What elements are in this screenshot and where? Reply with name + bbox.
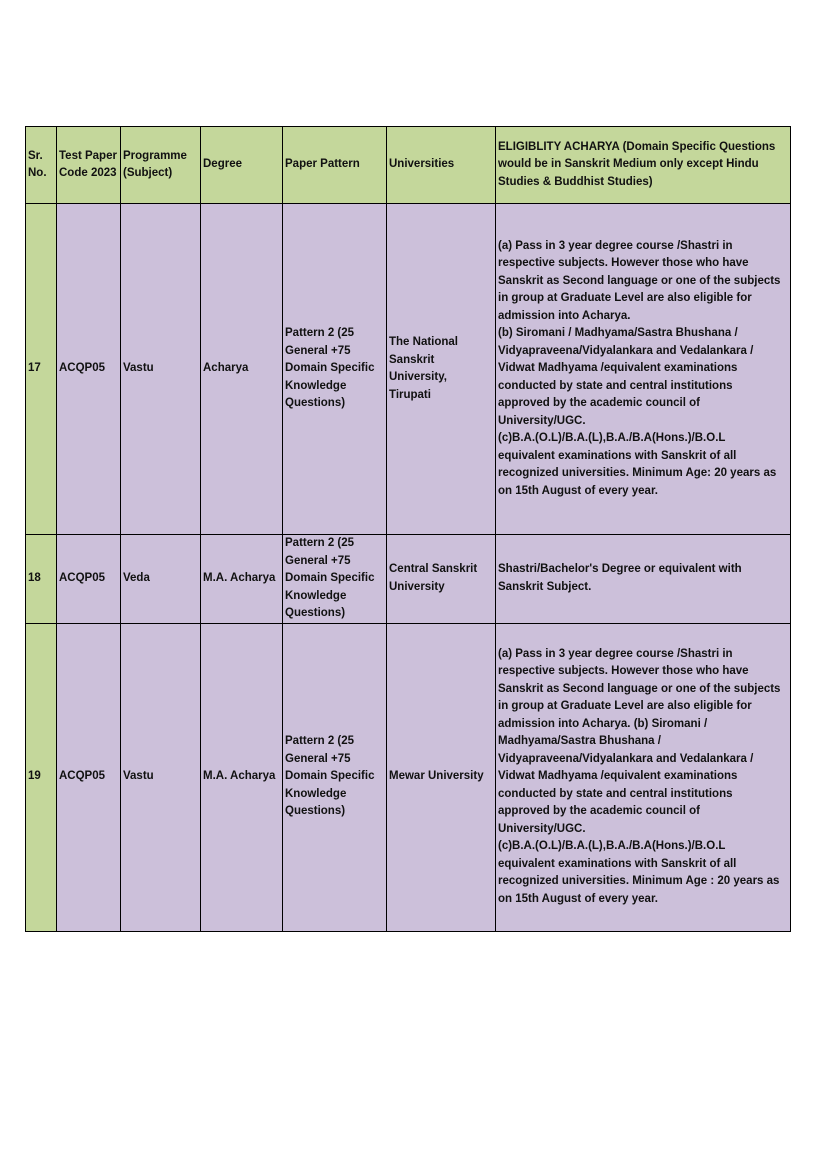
header-sr-no: Sr. No.	[26, 127, 57, 204]
cell-sr-no: 17	[26, 204, 57, 535]
cell-test-paper-code: ACQP05	[57, 204, 121, 535]
eligibility-table	[25, 126, 791, 932]
cell-test-paper-code: ACQP05	[57, 535, 121, 624]
table-row	[26, 204, 791, 535]
cell-universities: The National Sanskrit University, Tirupati	[387, 204, 496, 535]
cell-eligibility: (a) Pass in 3 year degree course /Shastri in respective subjects. However those who have Sanskrit as Second language or one of the subjects in group at Graduate Level are also eligible for admission into Acharya. (b) Siromani / Madhyama/Sastra Bhushana / Vidyapraveena/Vidyalankara and Vedalankara / Vidwat Madhyama /equivalent examinations conducted by state and central institutions approved by the academic council of University/UGC. (c)B.A.(O.L)/B.A.(L),B.A./B.A(Hons.)/B.O.L equivalent examinations with Sanskrit of all recognized universities. Minimum Age : 20 years as on 15th August of every year.	[496, 623, 791, 931]
cell-test-paper-code: ACQP05	[57, 623, 121, 931]
cell-programme: Veda	[121, 535, 201, 624]
table-header-row	[26, 127, 791, 204]
cell-sr-no: 18	[26, 535, 57, 624]
cell-sr-no: 19	[26, 623, 57, 931]
cell-paper-pattern: Pattern 2 (25 General +75 Domain Specific Knowledge Questions)	[283, 204, 387, 535]
cell-universities: Central Sanskrit University	[387, 535, 496, 624]
header-paper-pattern: Paper Pattern	[283, 127, 387, 204]
cell-paper-pattern: Pattern 2 (25 General +75 Domain Specific Knowledge Questions)	[283, 623, 387, 931]
table-row	[26, 623, 791, 931]
header-eligibility: ELIGIBLITY ACHARYA (Domain Specific Questions would be in Sanskrit Medium only except Hindu Studies & Buddhist Studies)	[496, 127, 791, 204]
header-programme: Programme (Subject)	[121, 127, 201, 204]
header-degree: Degree	[201, 127, 283, 204]
cell-degree: Acharya	[201, 204, 283, 535]
cell-degree: M.A. Acharya	[201, 535, 283, 624]
cell-programme: Vastu	[121, 204, 201, 535]
cell-paper-pattern: Pattern 2 (25 General +75 Domain Specific Knowledge Questions)	[283, 535, 387, 624]
cell-eligibility: (a) Pass in 3 year degree course /Shastri in respective subjects. However those who have Sanskrit as Second language or one of the subjects in group at Graduate Level are also eligible for admission into Acharya. (b) Siromani / Madhyama/Sastra Bhushana / Vidyapraveena/Vidyalankara and Vedalankara / Vidwat Madhyama /equivalent examinations conducted by state and central institutions approved by the academic council of University/UGC. (c)B.A.(O.L)/B.A.(L),B.A./B.A(Hons.)/B.O.L equivalent examinations with Sanskrit of all recognized universities. Minimum Age: 20 years as on 15th August of every year.	[496, 204, 791, 535]
cell-degree: M.A. Acharya	[201, 623, 283, 931]
cell-eligibility: Shastri/Bachelor's Degree or equivalent with Sanskrit Subject.	[496, 535, 791, 624]
header-test-paper-code: Test Paper Code 2023	[57, 127, 121, 204]
cell-universities: Mewar University	[387, 623, 496, 931]
header-universities: Universities	[387, 127, 496, 204]
cell-programme: Vastu	[121, 623, 201, 931]
table-row	[26, 535, 791, 624]
